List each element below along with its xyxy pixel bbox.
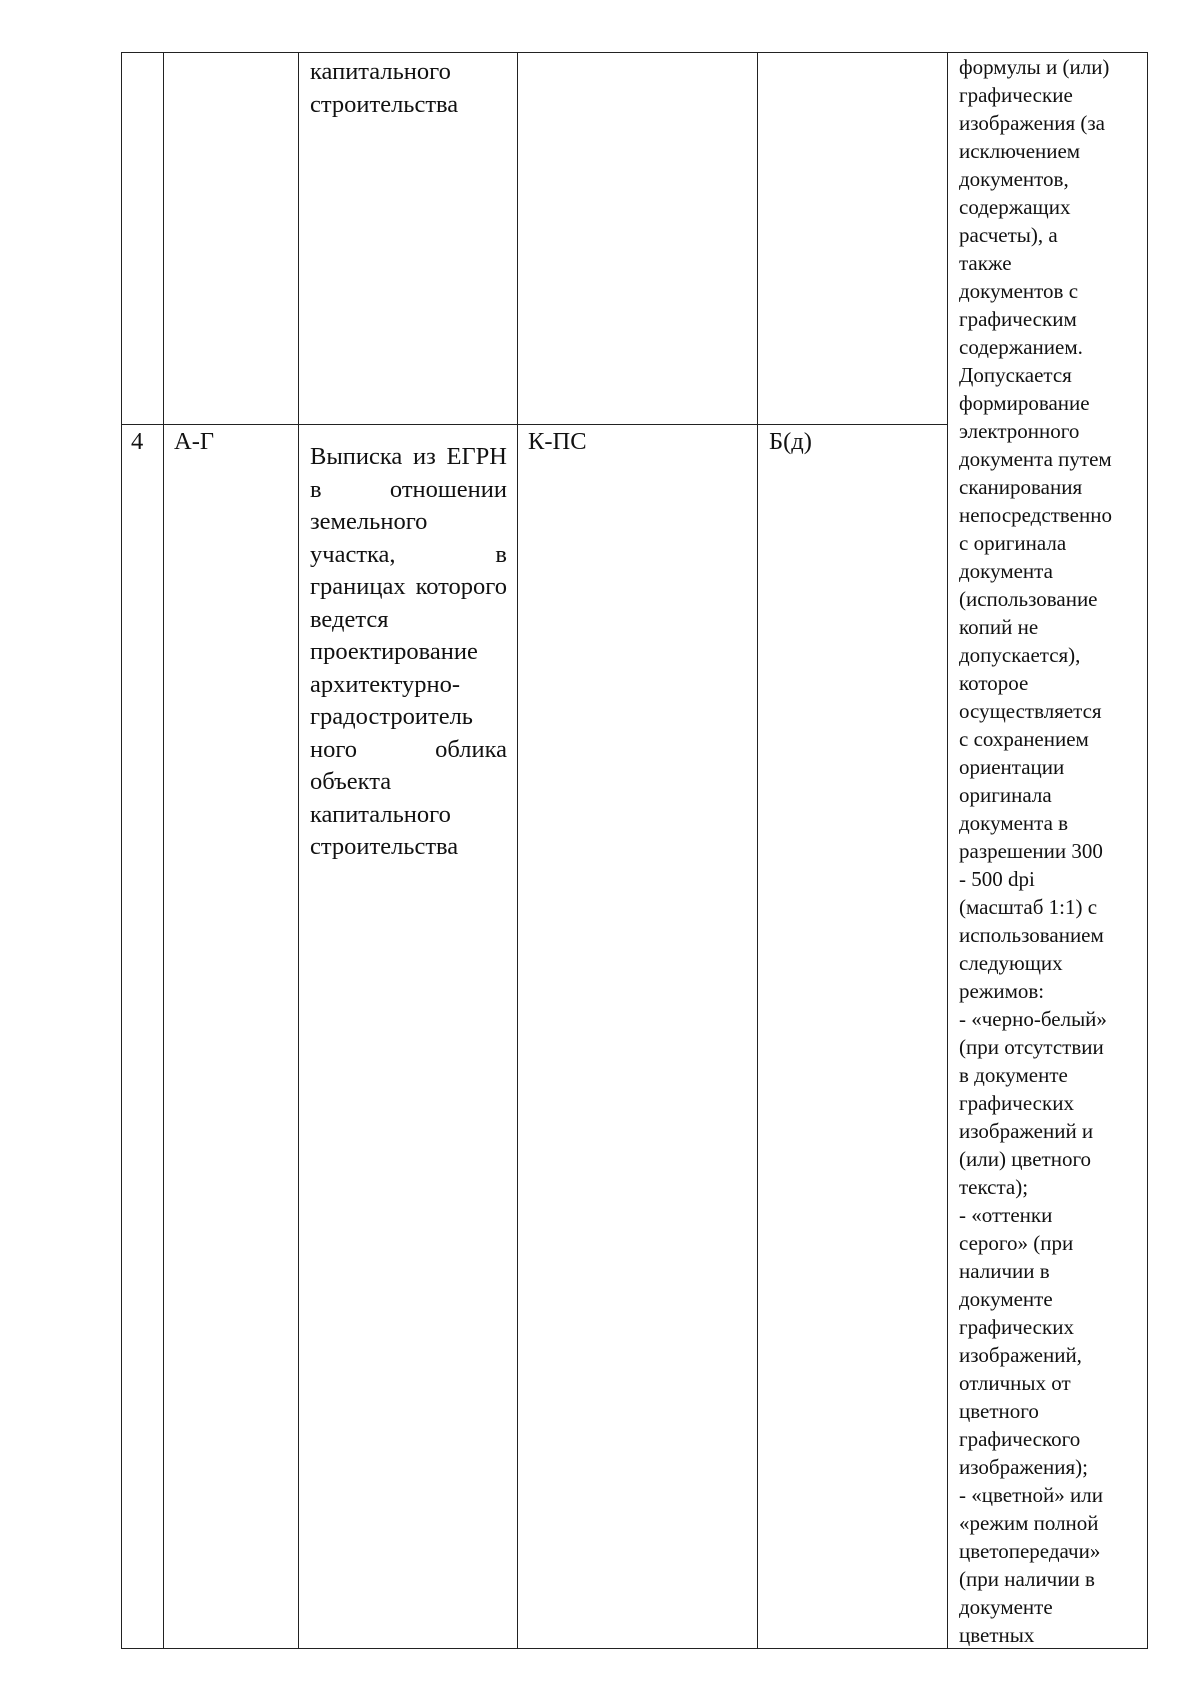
table-border-right bbox=[1147, 52, 1148, 1649]
table-cell-format-requirements: формулы и (или) графические изображения (за исключением документов, содержащих расчеты), а также документов с графическим содержанием. Допускается формирование электронного документа путем сканирования непосредственно с оригинала документа (использование копий не допускается), которое осуществляется с сохранением ориентации оригинала документа в разрешении 300 - 500 dpi (масштаб 1:1) с использованием следующих режимов: - «черно-белый» (при отсутствии в документе графических изображений и (или) цветного текста); - «оттенки серого» (при наличии в документе графических изображений, отличных от цветного графического изображения); - «цветной» или «режим полной цветопередачи» (при наличии в документе цветных bbox=[959, 55, 1112, 1647]
table-cell-column-4: К-ПС bbox=[528, 428, 587, 455]
table-column-divider bbox=[517, 52, 518, 1649]
table-column-divider bbox=[298, 52, 299, 1649]
table-column-divider bbox=[163, 52, 164, 1649]
table-cell-code: А-Г bbox=[174, 428, 215, 455]
table-row-divider bbox=[121, 424, 947, 425]
table-border-left bbox=[121, 52, 122, 1649]
table-cell-column-5: Б(д) bbox=[769, 428, 812, 455]
table-cell-document-description: Выписка из ЕГРН в отношении земельного участка, в границах которого ведется проектирование архитектурно-градостроитель ного облика объекта капитального строительства bbox=[310, 443, 507, 860]
table-cell-continued-text: капитального строительства bbox=[310, 58, 459, 118]
table-column-divider bbox=[947, 52, 948, 1649]
table-cell-row-number: 4 bbox=[131, 428, 144, 455]
table-column-divider bbox=[757, 52, 758, 1649]
